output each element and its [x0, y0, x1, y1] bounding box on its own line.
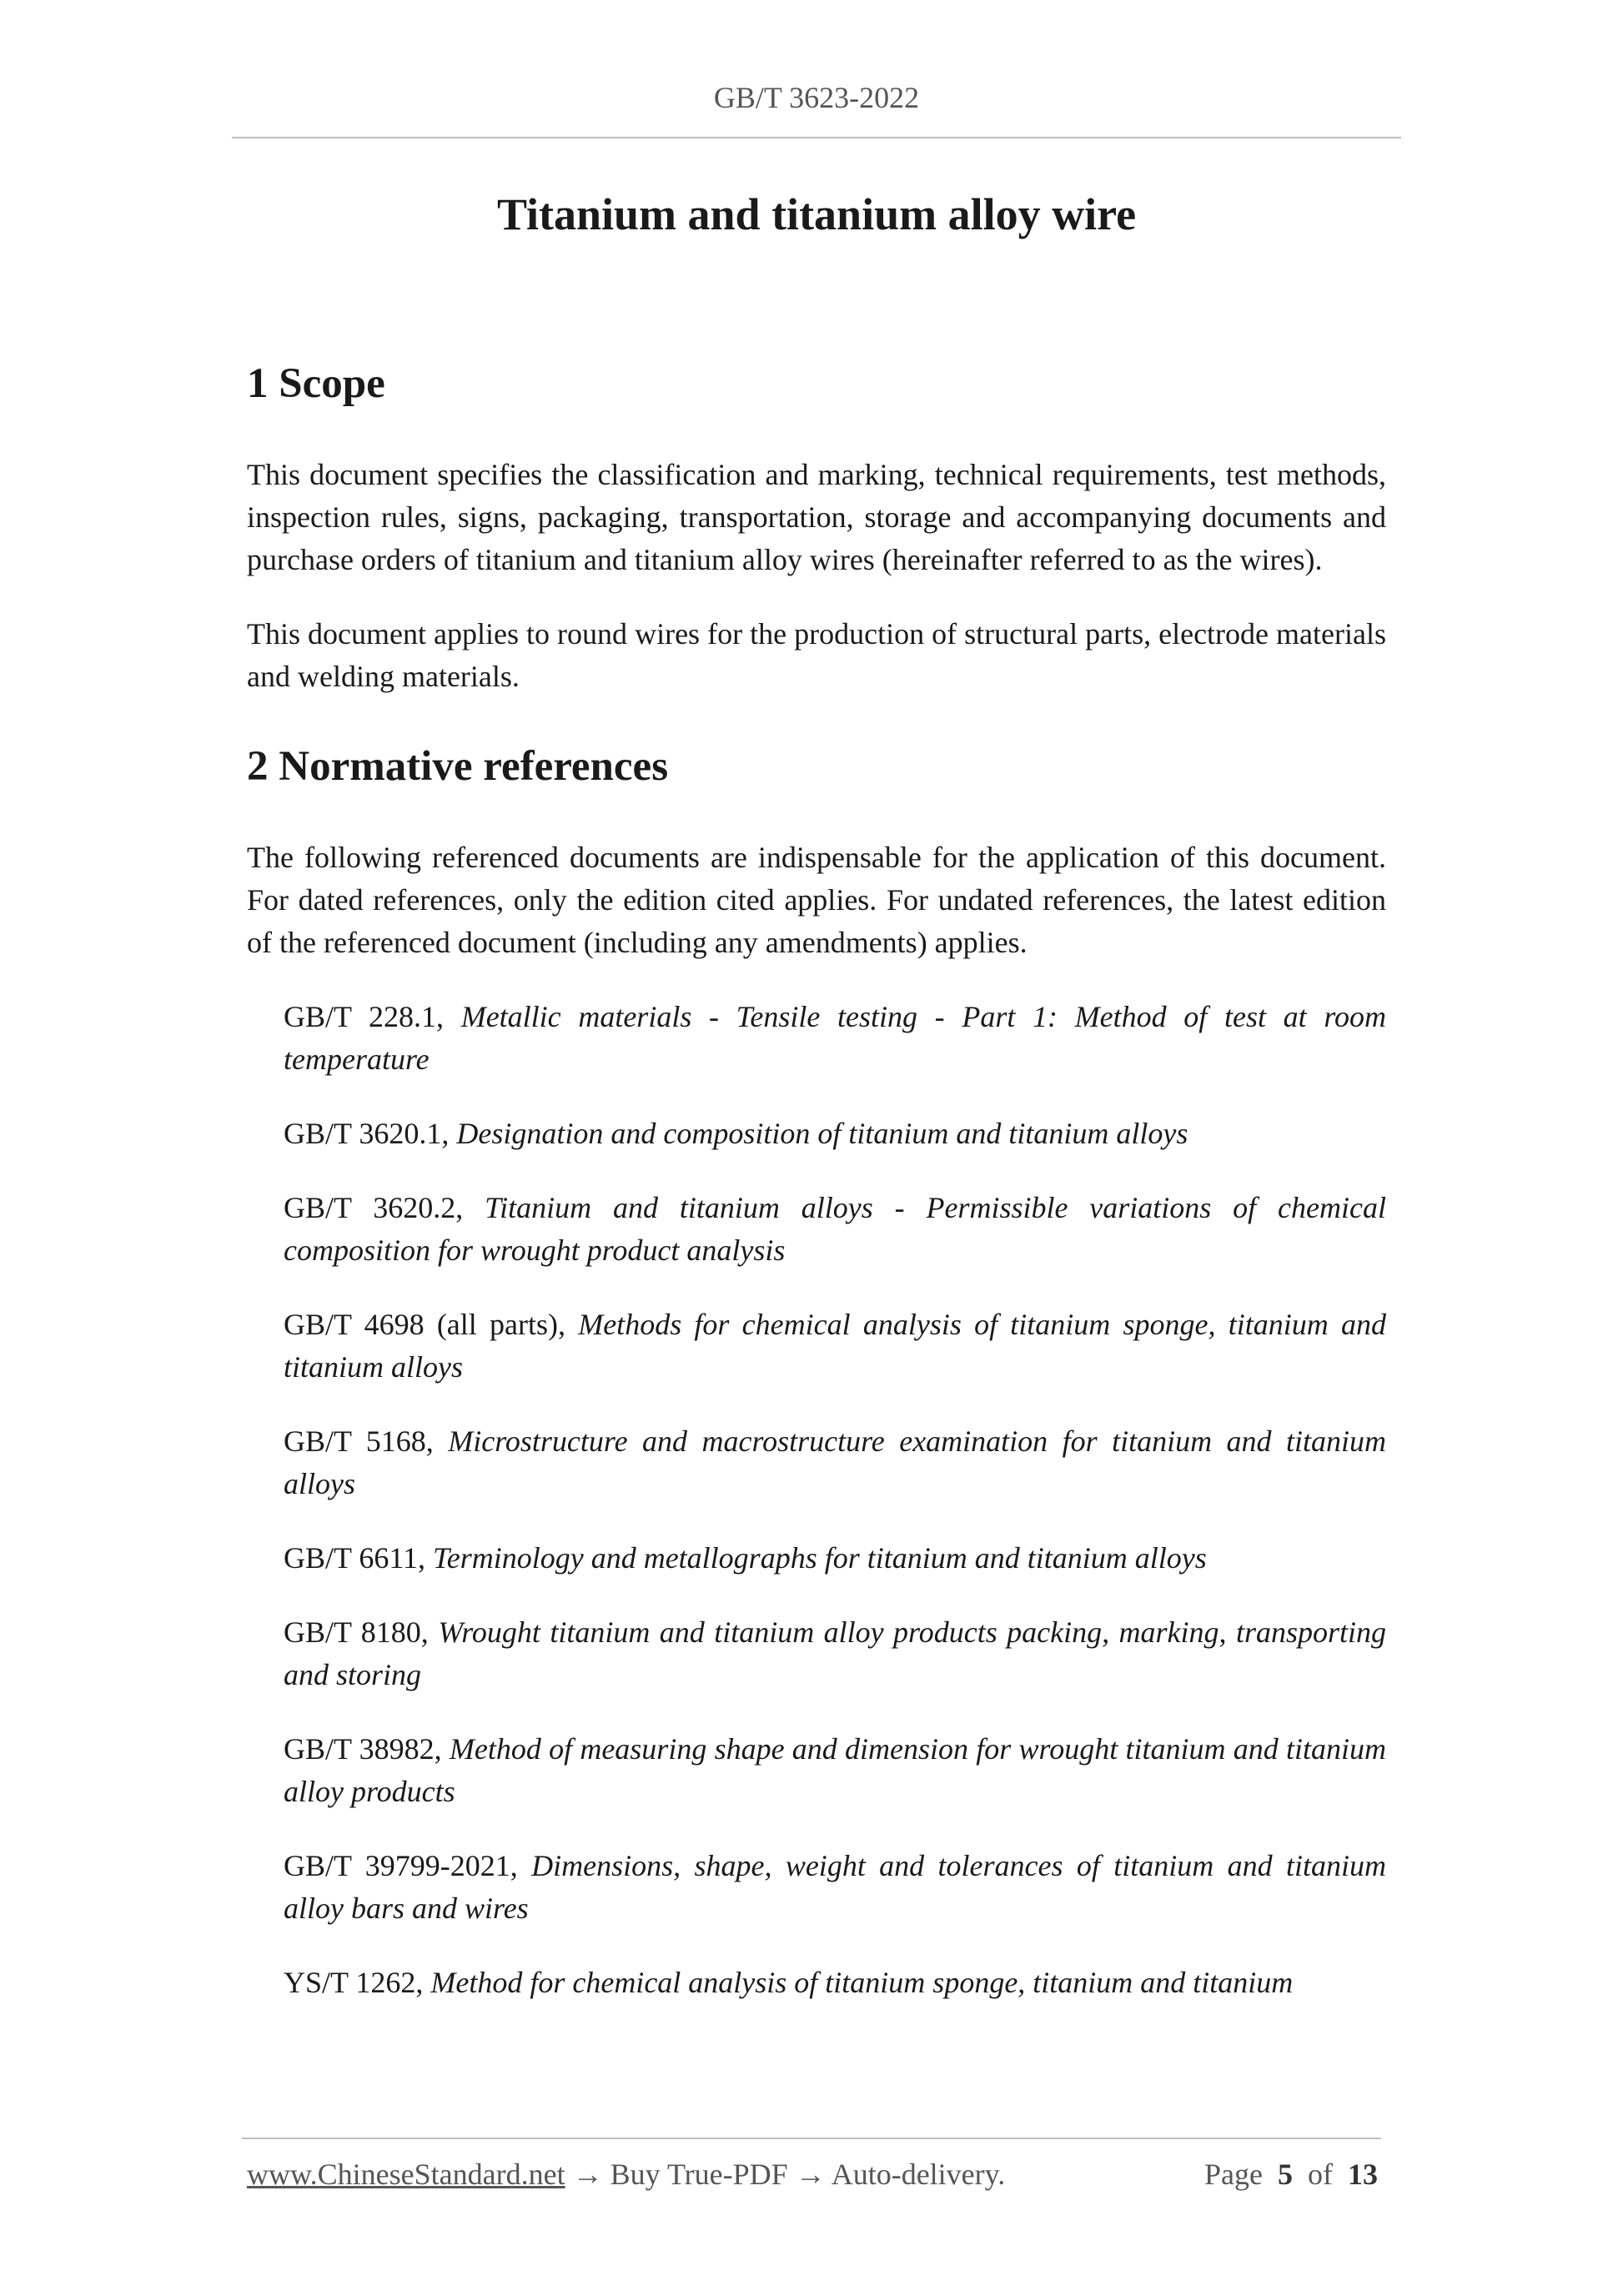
reference-title: Metallic materials - Tensile testing - Part 1: Method of test at room temperature	[284, 1000, 1386, 1077]
reference-item	[284, 1611, 1386, 1696]
paragraph: This document specifies the classification and marking, technical requirements, test methods, inspection rules, signs, packaging, transportation, storage and accompanying documents and purchase orders of titanium and titanium alloy wires (hereinafter referred to as the wires).	[247, 458, 1386, 577]
reference-code: YS/T 1262,	[284, 1966, 431, 2000]
reference-item	[284, 1728, 1386, 1813]
section-scope	[247, 359, 1386, 698]
document-body	[247, 359, 1386, 2004]
page-footer	[247, 2157, 1378, 2192]
paragraph: This document applies to round wires for the production of structural parts, electrode materials and welding materials.	[247, 617, 1386, 694]
page-label: Page	[1204, 2158, 1263, 2191]
reference-code: GB/T 38982,	[284, 1732, 450, 1766]
reference-item	[284, 1304, 1386, 1389]
header-divider	[232, 137, 1401, 138]
reference-title: Method for chemical analysis of titanium sponge, titanium and titanium	[430, 1966, 1294, 2000]
section-heading: 2 Normative references	[247, 743, 669, 791]
reference-code: GB/T 6611,	[284, 1541, 434, 1575]
reference-title: Method of measuring shape and dimension for wrought titanium and titanium alloy products	[284, 1732, 1386, 1809]
arrow-right-icon: →	[795, 2158, 826, 2191]
paragraph: The following referenced documents are indispensable for the application of this document. For dated references, only the edition cited applies. For undated references, the latest edition of the referenced document (including any amendments) applies.	[247, 841, 1386, 960]
reference-title: Designation and composition of titanium and titanium alloys	[456, 1117, 1188, 1151]
buy-pdf-text: Buy True-PDF	[610, 2158, 788, 2191]
section-heading: 1 Scope	[247, 360, 385, 407]
page-of-label: of	[1308, 2158, 1333, 2191]
reference-code: GB/T 39799-2021,	[284, 1849, 532, 1883]
reference-title: Dimensions, shape, weight and tolerances of titanium and titanium alloy bars and wires	[284, 1849, 1387, 1926]
reference-code: GB/T 5168,	[284, 1424, 449, 1459]
reference-item	[284, 1537, 1386, 1580]
footer-divider	[242, 2138, 1381, 2139]
reference-item	[284, 1187, 1386, 1272]
reference-item	[284, 1113, 1386, 1155]
page-indicator	[1204, 2157, 1378, 2192]
document-title: Titanium and titanium alloy wire	[496, 189, 1137, 239]
reference-code: GB/T 4698 (all parts),	[284, 1308, 579, 1342]
reference-code: GB/T 8180,	[284, 1615, 439, 1650]
reference-title: Wrought titanium and titanium alloy products packing, marking, transporting and storing	[284, 1615, 1386, 1692]
reference-list	[284, 996, 1386, 2004]
reference-item	[284, 1962, 1386, 2004]
total-pages-number: 13	[1348, 2158, 1378, 2191]
arrow-right-icon: →	[572, 2158, 603, 2191]
reference-code: GB/T 3620.1,	[284, 1117, 457, 1151]
website-link[interactable]: www.ChineseStandard.net	[247, 2158, 565, 2191]
reference-title: Terminology and metallographs for titanium and titanium alloys	[433, 1541, 1207, 1575]
reference-item	[284, 1420, 1386, 1505]
reference-title: Microstructure and macrostructure examination for titanium and titanium alloys	[284, 1424, 1386, 1501]
reference-item	[284, 1845, 1386, 1930]
reference-item	[284, 996, 1386, 1081]
current-page-number: 5	[1278, 2158, 1293, 2191]
reference-title: Methods for chemical analysis of titanium sponge, titanium and titanium alloys	[284, 1308, 1386, 1384]
reference-code: GB/T 3620.2,	[284, 1191, 485, 1225]
auto-delivery-text: Auto-delivery.	[831, 2158, 1006, 2191]
reference-code: GB/T 228.1,	[284, 1000, 461, 1034]
document-code-header: GB/T 3623-2022	[713, 81, 920, 114]
section-normative-references	[247, 741, 1386, 2004]
reference-title: Titanium and titanium alloys - Permissible variations of chemical composition for wrought product analysis	[284, 1191, 1386, 1268]
